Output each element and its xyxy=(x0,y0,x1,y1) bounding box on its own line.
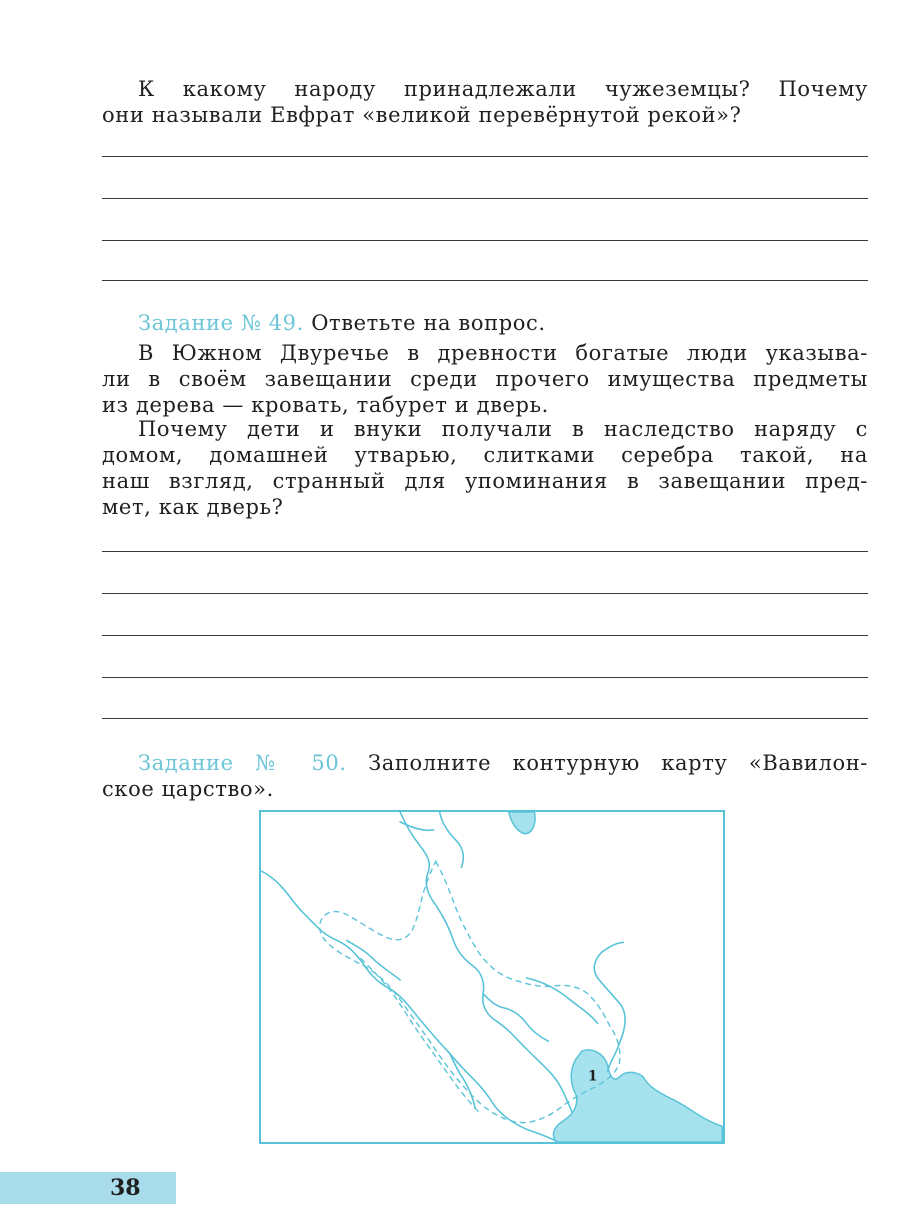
question-text xyxy=(102,76,868,128)
contour-map[interactable] xyxy=(259,810,725,1144)
upper-river xyxy=(440,812,464,867)
task-49-paragraph-2 xyxy=(102,416,868,520)
task-49-p2-line: мет, как дверь? xyxy=(102,495,284,519)
question-line-1: К какому народу принадлежали чужеземцы? Почему xyxy=(138,77,868,101)
task-50-label: Задание № 50. xyxy=(138,751,347,775)
answer-line[interactable] xyxy=(102,280,868,281)
task-50-instruction-cont: ское царство». xyxy=(102,777,274,801)
eastern-river-2 xyxy=(527,978,598,1023)
task-49-p2-line: домом, домашней утварью, слитками серебра такой, на xyxy=(102,443,868,467)
gulf-water xyxy=(553,1050,722,1142)
task-49-instruction: Ответьте на вопрос. xyxy=(311,311,546,335)
answer-line[interactable] xyxy=(102,718,868,719)
answer-line[interactable] xyxy=(102,198,868,199)
page-number-bar xyxy=(0,1172,176,1204)
map-marker-label: 1 xyxy=(587,1068,598,1085)
question-line-2: они называли Евфрат «великой перевёрнутой рекой»? xyxy=(102,103,742,127)
answer-line[interactable] xyxy=(102,677,868,678)
western-channel xyxy=(347,940,400,980)
task-49-p1-line: В Южном Двуречье в древности богатые люди указыва- xyxy=(138,341,868,365)
task-49-p1-line: ли в своём завещании среди прочего имущества предметы xyxy=(102,367,868,391)
answer-line[interactable] xyxy=(102,551,868,552)
task-50-instruction: Заполните контурную карту «Вавилон- xyxy=(368,751,868,775)
lake xyxy=(509,812,535,834)
task-49-p2-line: наш взгляд, странный для упоминания в завещании пред- xyxy=(102,469,868,493)
task-49-p2-line: Почему дети и внуки получали в наследство наряду с xyxy=(138,417,868,441)
answer-line[interactable] xyxy=(102,593,868,594)
answer-line[interactable] xyxy=(102,156,868,157)
answer-line[interactable] xyxy=(102,240,868,241)
task-49-heading xyxy=(102,310,868,336)
page-number: 38 xyxy=(110,1175,141,1201)
central-river xyxy=(483,994,548,1041)
eastern-river-branch xyxy=(602,942,624,952)
contour-map-svg xyxy=(261,812,723,1142)
task-49-label: Задание № 49. xyxy=(138,311,304,335)
task-49-p1-line: из дерева — кровать, табурет и дверь. xyxy=(102,393,549,417)
answer-line[interactable] xyxy=(102,635,868,636)
task-50-heading xyxy=(102,750,868,802)
task-49-paragraph-1 xyxy=(102,340,868,418)
euphrates-river xyxy=(262,871,558,1142)
